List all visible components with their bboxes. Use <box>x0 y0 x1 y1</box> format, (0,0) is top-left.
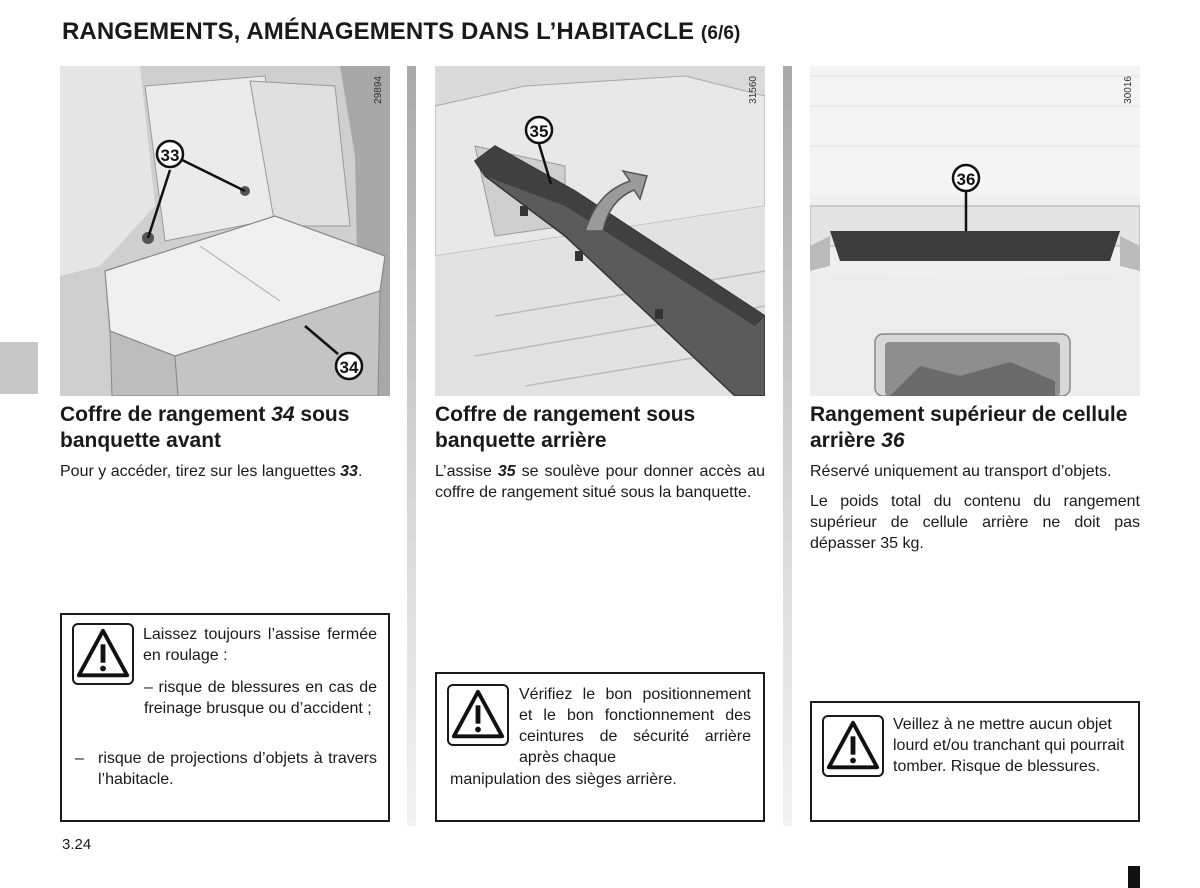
page-title-part: (6/6) <box>700 23 741 44</box>
warning-item: risque de projections d’objets à travers l’habitacle. <box>98 750 377 788</box>
body-ref: 33 <box>340 463 358 480</box>
figure-upper-storage <box>810 66 1140 396</box>
figure-code: 29894 <box>373 76 384 104</box>
warning-item-dash: – <box>75 750 84 767</box>
section-heading-front-bench <box>60 402 390 454</box>
figure-code: 31560 <box>748 76 759 104</box>
column-separator <box>783 66 792 826</box>
chapter-tab <box>0 342 38 394</box>
heading-text: sous banquette avant <box>60 403 350 452</box>
upper-storage-illustration <box>810 66 1140 396</box>
front-bench-illustration <box>60 66 390 396</box>
section-heading-rear-bench: Coffre de rangement sous banquette arrière <box>435 403 696 452</box>
heading-ref: 34 <box>271 403 295 426</box>
page-title-text: RANGEMENTS, AMÉNAGEMENTS DANS L’HABITACLE <box>62 18 695 45</box>
callout-35: 35 <box>529 122 549 141</box>
body-ref: 35 <box>497 463 516 480</box>
warning-triangle-icon <box>447 684 509 746</box>
heading-text: Coffre de rangement <box>60 403 272 426</box>
page-corner-mark <box>1128 866 1140 888</box>
warning-box-upper-storage <box>810 701 1140 822</box>
body-text: L’assise <box>435 463 498 480</box>
warning-triangle-icon <box>822 715 884 777</box>
callout-34: 34 <box>339 358 359 377</box>
warning-box-rear-bench <box>435 672 765 822</box>
section-heading-upper-storage <box>810 402 1140 454</box>
body-text: . <box>357 463 363 480</box>
heading-text: Rangement supérieur de cellule arrière <box>810 403 1128 452</box>
figure-rear-bench <box>435 66 765 396</box>
section-body-upper-storage <box>810 461 1140 563</box>
warning-item: – risque de blessures en cas de freinage brusque ou d’accident ; <box>144 679 377 717</box>
figure-front-bench <box>60 66 390 396</box>
rear-bench-illustration <box>435 66 765 396</box>
heading-ref: 36 <box>881 429 905 452</box>
warning-text: Veillez à ne mettre aucun objet lourd et/ou tranchant qui pourrait tomber. Risque de blessures. <box>893 716 1125 775</box>
figure-code: 30016 <box>1123 76 1134 104</box>
warning-text: manipulation des sièges arrière. <box>450 771 677 788</box>
body-text: Pour y accéder, tirez sur les languettes <box>60 463 341 480</box>
section-body-rear-bench <box>435 461 765 512</box>
warning-box-front-bench <box>60 613 390 822</box>
warning-line: Laissez toujours l’assise fermée en roulage : <box>143 626 377 664</box>
body-paragraph: Réservé uniquement au transport d’objets. <box>810 463 1112 480</box>
section-body-front-bench <box>60 461 390 491</box>
warning-text: Vérifiez le bon positionnement et le bon fonctionnement des ceintures de sécurité arrière après chaque <box>519 686 751 766</box>
body-text: se soulève pour donner accès au coffre de rangement situé sous la banquette. <box>435 463 766 501</box>
callout-33: 33 <box>160 146 180 165</box>
column-separator <box>407 66 416 826</box>
warning-triangle-icon <box>72 623 134 685</box>
callout-36: 36 <box>956 170 976 189</box>
page-title <box>62 18 740 46</box>
body-paragraph: Le poids total du contenu du rangement supérieur de cellule arrière ne doit pas dépasser 35 kg. <box>810 493 1140 552</box>
page-number: 3.24 <box>62 836 92 853</box>
